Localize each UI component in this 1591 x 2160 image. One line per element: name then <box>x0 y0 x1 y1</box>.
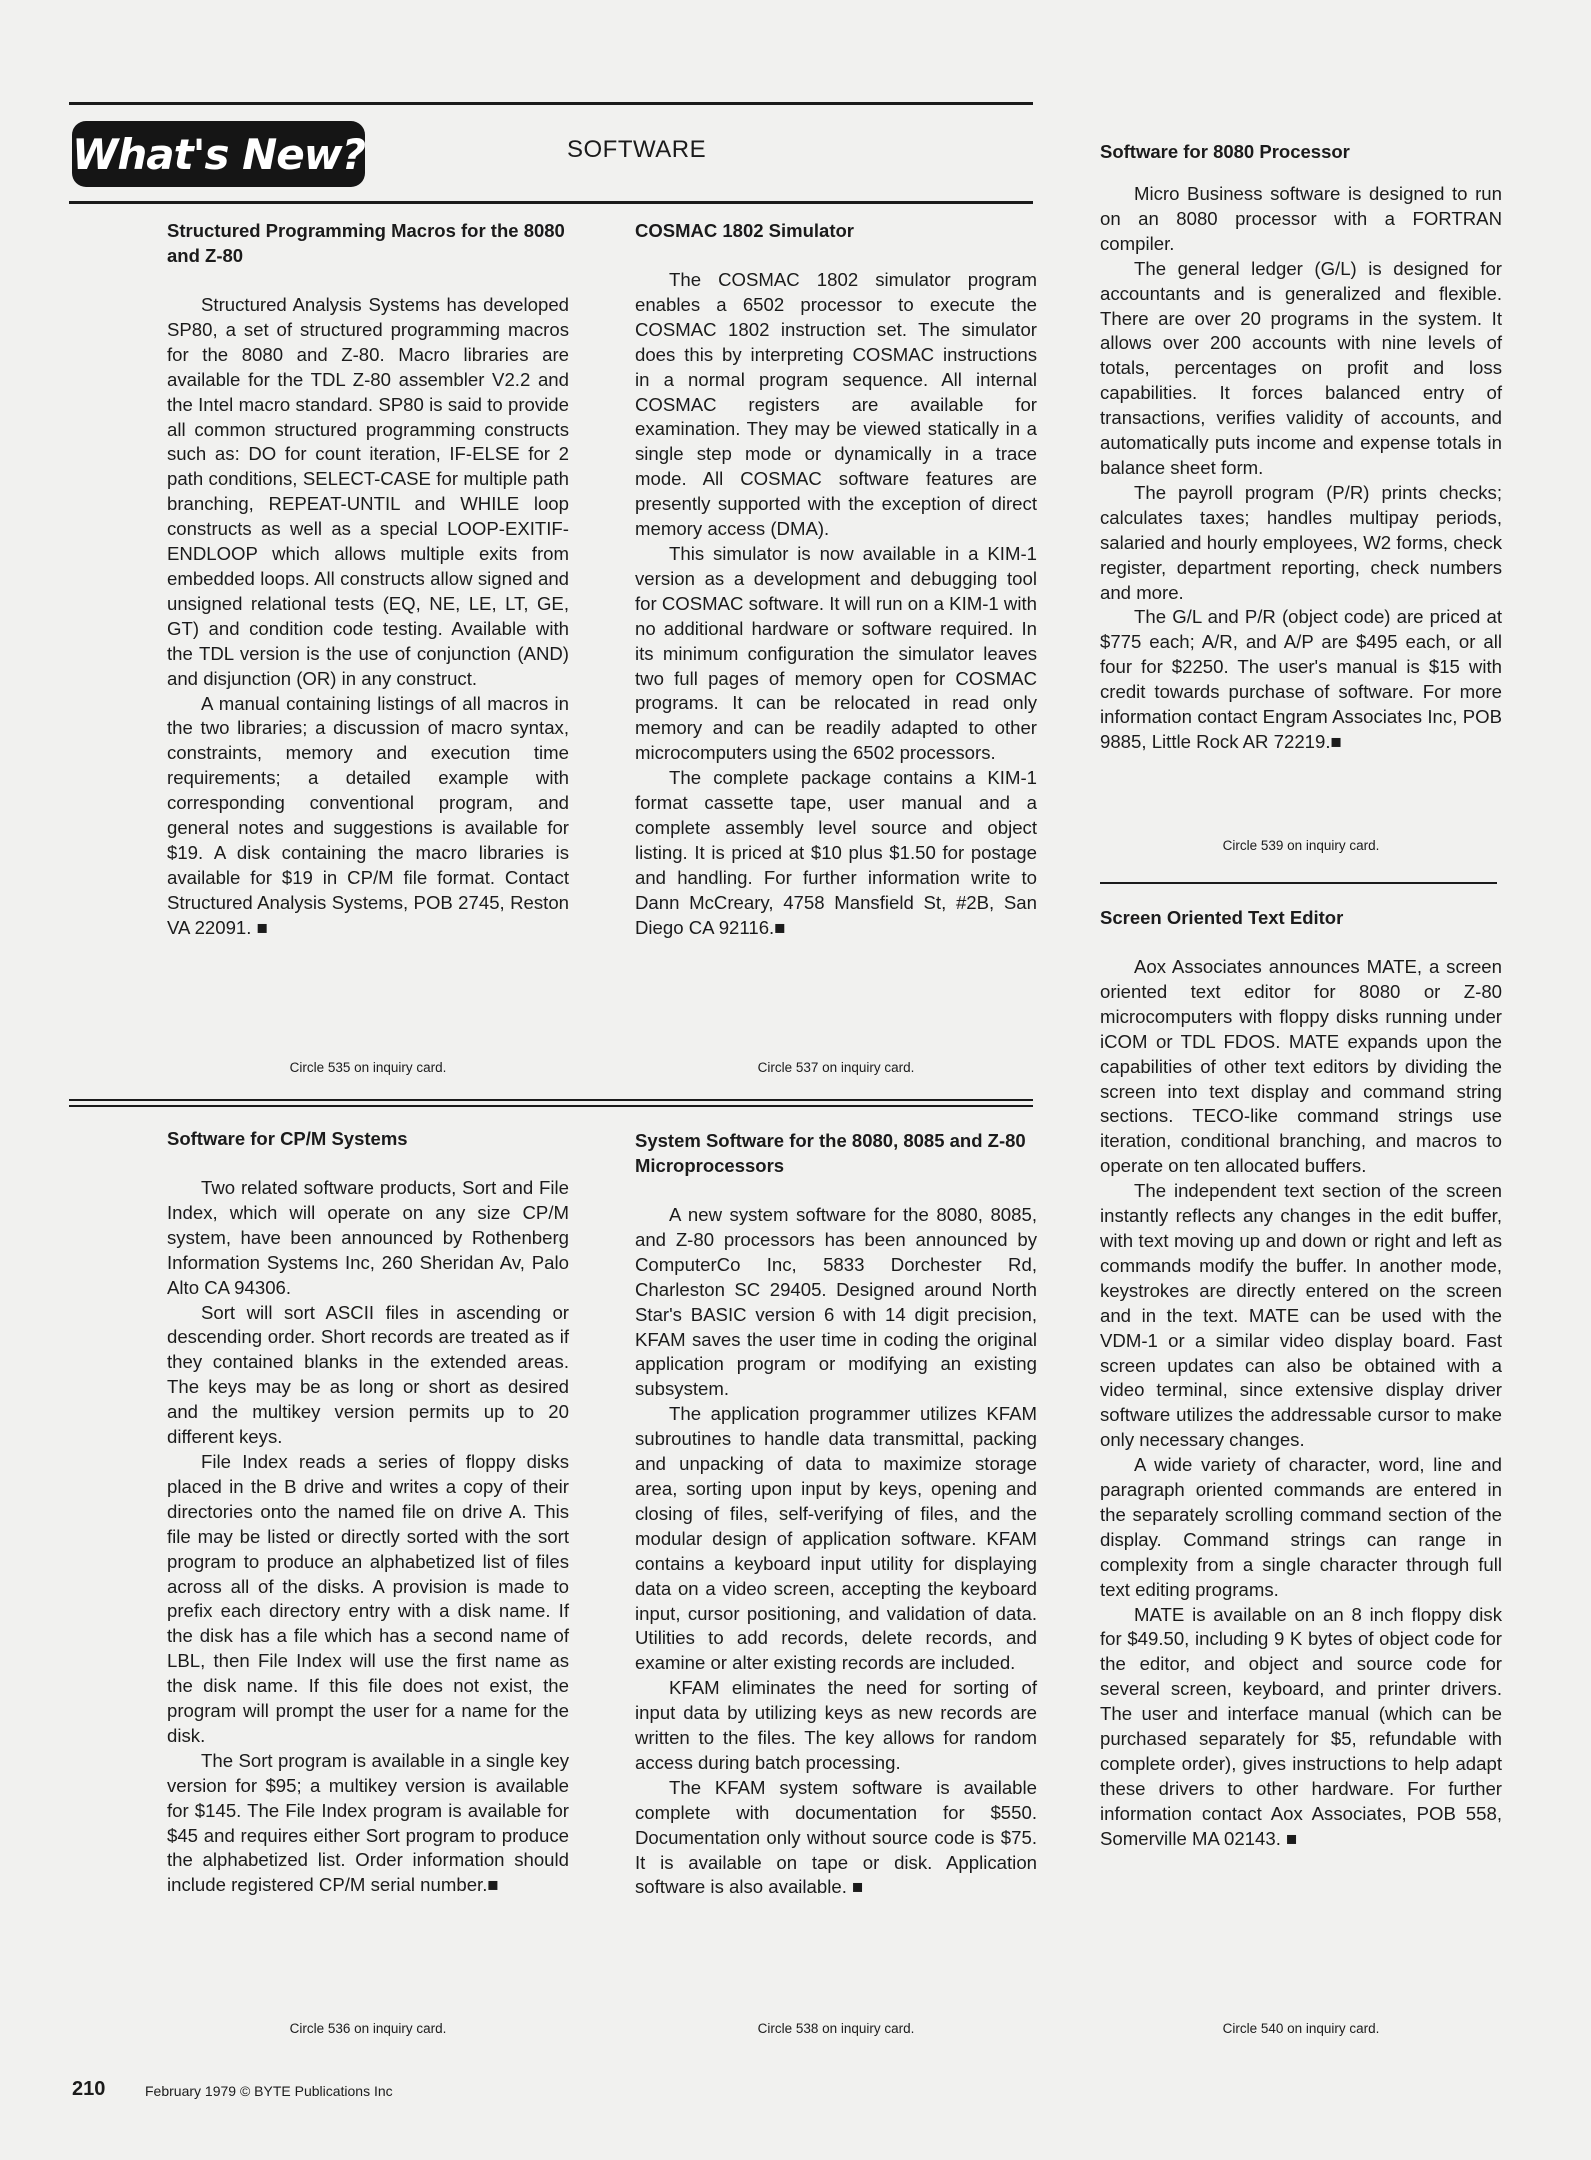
article-title: Structured Programming Macros for the 8080 and Z-80 <box>167 220 565 266</box>
page-number: 210 <box>72 2078 106 2100</box>
article-text-editor <box>1100 905 1502 1852</box>
article-title: COSMAC 1802 Simulator <box>635 220 854 241</box>
paragraph: A manual containing listings of all macros in the two libraries; a discussion of macro syntax, constraints, memory and execution time requirements; a detailed example with corresponding conventional program, and general notes and suggestions is available for $19. A disk containing the macro libraries is available for $19 in CP/M file format. Contact Structured Analysis Systems, POB 2745, Reston VA 22091. ■ <box>167 692 569 938</box>
inquiry-note: Circle 540 on inquiry card. <box>1222 2021 1380 2036</box>
paragraph: File Index reads a series of floppy disks placed in the B drive and writes a copy of their directories onto the named file on drive A. This file may be listed or directly sorted with the sort program to produce an alphabetized list of files across all of the disks. A provision is made to prefix each directory entry with a disk name. If the disk has a file which has a second name of LBL, then File Index will use the first name as the disk name. If this file does not exist, the program will prompt the user for a name for the disk. <box>167 1450 569 1746</box>
article-title: Software for CP/M Systems <box>167 1128 408 1149</box>
section-divider-bottom <box>69 1105 1033 1107</box>
paragraph: Aox Associates announces MATE, a screen oriented text editor for 8080 or Z-80 microcomputers with floppy disks running under iCOM or TDL FDOS. MATE expands upon the capabilities of other text editors by dividing the screen into text display and command string sections. TECO-like command strings use iteration, conditional branching, and macros to operate on ten allocated buffers. <box>1100 956 1502 1177</box>
inquiry-note: Circle 537 on inquiry card. <box>757 1060 915 1075</box>
article-title: Software for 8080 Processor <box>1100 141 1350 162</box>
paragraph: This simulator is now available in a KIM-1 version as a development and debugging tool for COSMAC software. It will run on a KIM-1 with no additional hardware or software required. In its minimum configuration the simulator leaves two full pages of memory open for COSMAC programs. It can be relocated in read only memory and can be readily adapted to other microcomputers using the 6502 processors. <box>635 542 1037 764</box>
department-heading: SOFTWARE <box>567 136 707 163</box>
paragraph: KFAM eliminates the need for sorting of input data by utilizing keys as new records are written to the files. The key allows for random access during batch processing. <box>635 1677 1037 1773</box>
article-title: System Software for the 8080, 8085 and Z-80 Microprocessors <box>635 1130 1026 1176</box>
article-cpm <box>167 1126 569 1898</box>
inquiry-note: Circle 539 on inquiry card. <box>1222 838 1380 853</box>
article-8080-processor <box>1100 139 1502 755</box>
paragraph: The KFAM system software is available complete with documentation for $550. Documentation only without source code is $75. It is available on tape or disk. Application software is also available. ■ <box>635 1776 1037 1898</box>
inquiry-note: Circle 535 on inquiry card. <box>289 1060 447 1075</box>
paragraph: The complete package contains a KIM-1 format cassette tape, user manual and a complete assembly level source and object listing. It is priced at $10 plus $1.50 for postage and handling. For further information write to Dann McCreary, 4758 Mansfield St, #2B, San Diego CA 92116.■ <box>635 767 1037 938</box>
whats-new-logo <box>72 121 365 187</box>
article-system-software <box>635 1128 1037 1900</box>
article-macros <box>167 218 569 941</box>
inquiry-note: Circle 536 on inquiry card. <box>289 2021 447 2036</box>
top-rule <box>69 102 1033 105</box>
inquiry-note: Circle 538 on inquiry card. <box>757 2021 915 2036</box>
paragraph: Sort will sort ASCII files in ascending or descending order. Short records are treated as if they contained blanks in the extended areas. The keys may be as long or short as desired and the multikey version permits up to 20 different keys. <box>167 1301 569 1448</box>
logo-text: What's New? <box>72 129 365 179</box>
paragraph: The G/L and P/R (object code) are priced at $775 each; A/R, and A/P are $495 each, or all four for $2250. The user's manual is $15 with credit towards purchase of software. For more information contact Engram Associates Inc, POB 9885, Little Rock AR 72219.■ <box>1100 606 1502 752</box>
paragraph: A wide variety of character, word, line and paragraph oriented commands are entered in the separately scrolling command section of the display. Command strings can range in complexity from a single character through full text editing programs. <box>1100 1454 1502 1600</box>
paragraph: MATE is available on an 8 inch floppy disk for $49.50, including 9 K bytes of object code for the editor, and object and source code for several screen, keyboard, and printer drivers. The user and interface manual (which can be purchased separately for $5, refundable with complete order), gives instructions to help adapt these drivers to other hardware. For further information contact Aox Associates, POB 558, Somerville MA 02143. ■ <box>1100 1603 1502 1849</box>
footer-credit: February 1979 © BYTE Publications Inc <box>145 2083 393 2099</box>
header-bottom-rule <box>69 201 1033 204</box>
article-cosmac <box>635 218 1037 940</box>
paragraph: The general ledger (G/L) is designed for accountants and is generalized and flexible. There are over 20 programs in the system. It allows over 200 accounts with nine levels of totals, percentages on profit and loss capabilities. It forces balanced entry of transactions, verifies validity of accounts, and automatically puts income and expense totals in balance sheet form. <box>1100 257 1502 478</box>
paragraph: Structured Analysis Systems has developed SP80, a set of structured programming macros for the 8080 and Z-80. Macro libraries are available for the TDL Z-80 assembler V2.2 and the Intel macro standard. SP80 is said to provide all common structured programming constructs such as: DO for count iteration, IF-ELSE for 2 path conditions, SELECT-CASE for multiple path branching, REPEAT-UNTIL and WHILE loop constructs as well as a special LOOP-EXITIF-ENDLOOP which allows multiple exits from embedded loops. All constructs allow signed and unsigned relational tests (EQ, NE, LE, LT, GE, GT) and condition code testing. Available with the TDL version is the use of conjunction (AND) and disjunction (OR) in any construct. <box>167 294 569 689</box>
paragraph: The COSMAC 1802 simulator program enables a 6502 processor to execute the COSMAC 1802 instruction set. The simulator does this by interpreting COSMAC instructions in a normal program sequence. All internal COSMAC registers are available for examination. They may be viewed statically in a single step mode or dynamically in a trace mode. All COSMAC software features are presently supported with the exception of direct memory access (DMA). <box>635 269 1037 540</box>
paragraph: The application programmer utilizes KFAM subroutines to handle data transmittal, packing and unpacking of data to maximize storage area, sorting upon input by keys, opening and closing of files, self-verifying of files, and the modular design of application software. KFAM contains a keyboard input utility for displaying data on a video screen, accepting the keyboard input, cursor positioning, and validation of data. Utilities to add records, delete records, and examine or alter existing records are included. <box>635 1403 1037 1674</box>
paragraph: The independent text section of the screen instantly reflects any changes in the edit buffer, with text moving up and down or right and left as commands modify the buffer. In another mode, keystrokes are directly entered on the screen and in the text. MATE can be used with the VDM-1 or a similar video display board. Fast screen updates can also be obtained with a video terminal, since extensive display driver software utilizes the addressable cursor to make only necessary changes. <box>1100 1180 1502 1451</box>
paragraph: A new system software for the 8080, 8085, and Z-80 processors has been announced by ComputerCo Inc, 5833 Dorchester Rd, Charleston SC 29405. Designed around North Star's BASIC version 6 with 14 digit precision, KFAM saves the user time in coding the original application program or modifying an existing subsystem. <box>635 1204 1037 1400</box>
article-title: Screen Oriented Text Editor <box>1100 907 1344 928</box>
paragraph: The Sort program is available in a single key version for $95; a multikey version is available for $145. The File Index program is available for $45 and requires either Sort program to produce the alphabetized list. Order information should include registered CP/M serial number.■ <box>167 1749 569 1896</box>
paragraph: The payroll program (P/R) prints checks; calculates taxes; handles multipay periods, salaried and hourly employees, W2 forms, check register, department reporting, check numbers and more. <box>1100 481 1502 603</box>
section-divider-top <box>69 1099 1033 1101</box>
paragraph: Two related software products, Sort and File Index, which will operate on any size CP/M system, have been announced by Rothenberg Information Systems Inc, 260 Sheridan Av, Palo Alto CA 94306. <box>167 1177 569 1298</box>
paragraph: Micro Business software is designed to run on an 8080 processor with a FORTRAN compiler. <box>1100 183 1502 254</box>
column-3-divider <box>1100 882 1497 884</box>
